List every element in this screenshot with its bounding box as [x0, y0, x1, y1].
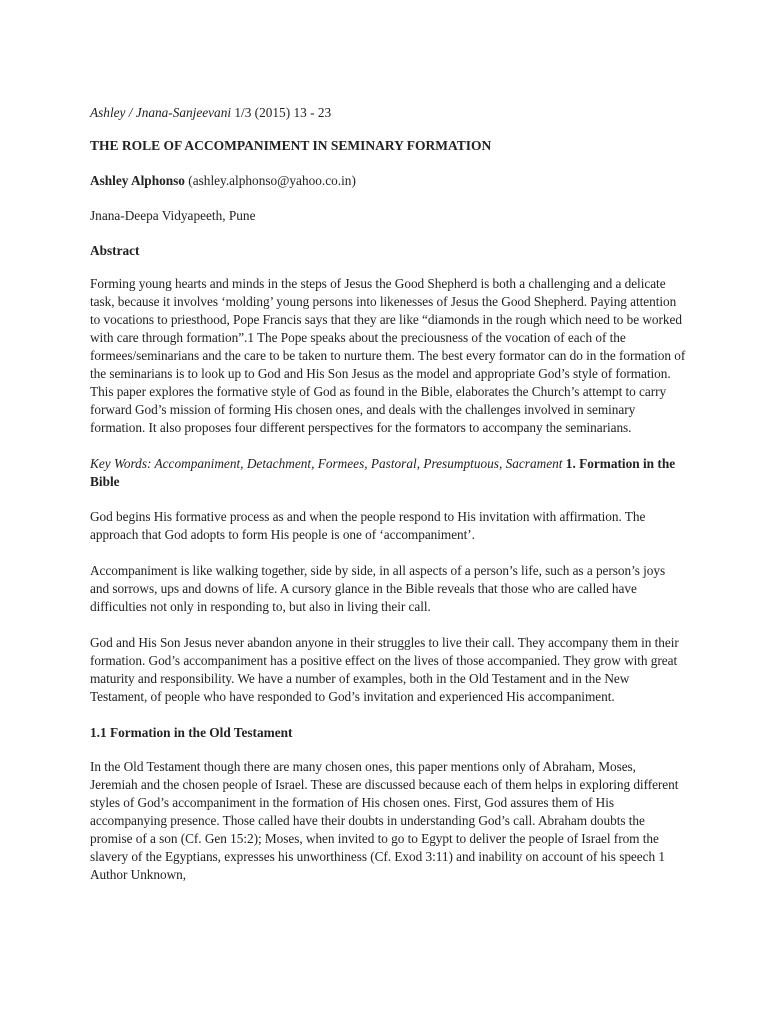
- keywords-list: Key Words: Accompaniment, Detachment, Formees, Pastoral, Presumptuous, Sacrament: [90, 456, 563, 471]
- section-1-1-heading: 1.1 Formation in the Old Testament: [90, 725, 293, 740]
- abstract-text: Forming young hearts and minds in the steps of Jesus the Good Shepherd is both a challenging and a delicate task, because it involves ‘molding’ young persons into likenesses of Jesus the Good Shepherd. Paying attention to vocations to priesthood, Pope Francis says that they are like “diamonds in the rough which need to be worked with care through formation”.1 The Pope speaks about the preciousness of the vocation of each of the formees/seminarians and the care to be taken to nurture them. The best every formator can do in the formation of the seminarians is to look up to God and His Son Jesus as the model and appropriate God’s style of formation. This paper explores the formative style of God as found in the Bible, elaborates the Church’s attempt to carry forward God’s mission of forming His chosen ones, and deals with the challenges involved in seminary formation. It also proposes four different perspectives for the formators to accompany the seminarians.: [90, 276, 686, 435]
- section-1-heading: 1. Formation in the Bible: [90, 456, 676, 489]
- body-paragraph: In the Old Testament though there are many chosen ones, this paper mentions only of Abraham, Moses, Jeremiah and the chosen people of Israel. These are discussed because each of them helps in exploring different styles of God’s accompaniment in the formation of His chosen ones. First, God assures them of His accompanying presence. Those called have their doubts in understanding God’s call. Abraham doubts the promise of a son (Cf. Gen 15:2); Moses, when invited to go to Egypt to deliver the people of Israel from the slavery of the Egyptians, expresses his unworthiness (Cf. Exod 3:11) and inability on account of his speech 1 Author Unknown,: [90, 759, 679, 882]
- author-email: (ashley.alphonso@yahoo.co.in): [184, 173, 356, 188]
- author-affiliation: Jnana-Deepa Vidyapeeth, Pune: [90, 208, 256, 223]
- document-page: [90, 104, 686, 902]
- paper-title: THE ROLE OF ACCOMPANIMENT IN SEMINARY FORMATION: [90, 138, 492, 153]
- body-paragraph: Accompaniment is like walking together, side by side, in all aspects of a person’s life, such as a person’s joys and sorrows, ups and downs of life. A cursory glance in the Bible reveals that those who are called have difficulties not only in responding to, but also in living their call.: [90, 563, 666, 614]
- body-paragraph: God and His Son Jesus never abandon anyone in their struggles to live their call. They accompany them in their formation. God’s accompaniment has a positive effect on the lives of those accompanied. They grow with great maturity and responsibility. We have a number of examples, both in the Old Testament and in the New Testament, of people who have responded to God’s invitation and experienced His accompaniment.: [90, 635, 679, 704]
- journal-citation: [90, 104, 686, 122]
- citation-volume-pages: 1/3 (2015) 13 - 23: [231, 105, 332, 120]
- keywords-line: [90, 455, 686, 491]
- body-paragraph: God begins His formative process as and when the people respond to His invitation with affirmation. The approach that God adopts to form His people is one of ‘accompaniment’.: [90, 509, 646, 542]
- author-name: Ashley Alphonso: [90, 173, 185, 188]
- abstract-heading: Abstract: [90, 243, 140, 258]
- author-line: [90, 172, 686, 190]
- citation-journal: Ashley / Jnana-Sanjeevani: [90, 105, 232, 120]
